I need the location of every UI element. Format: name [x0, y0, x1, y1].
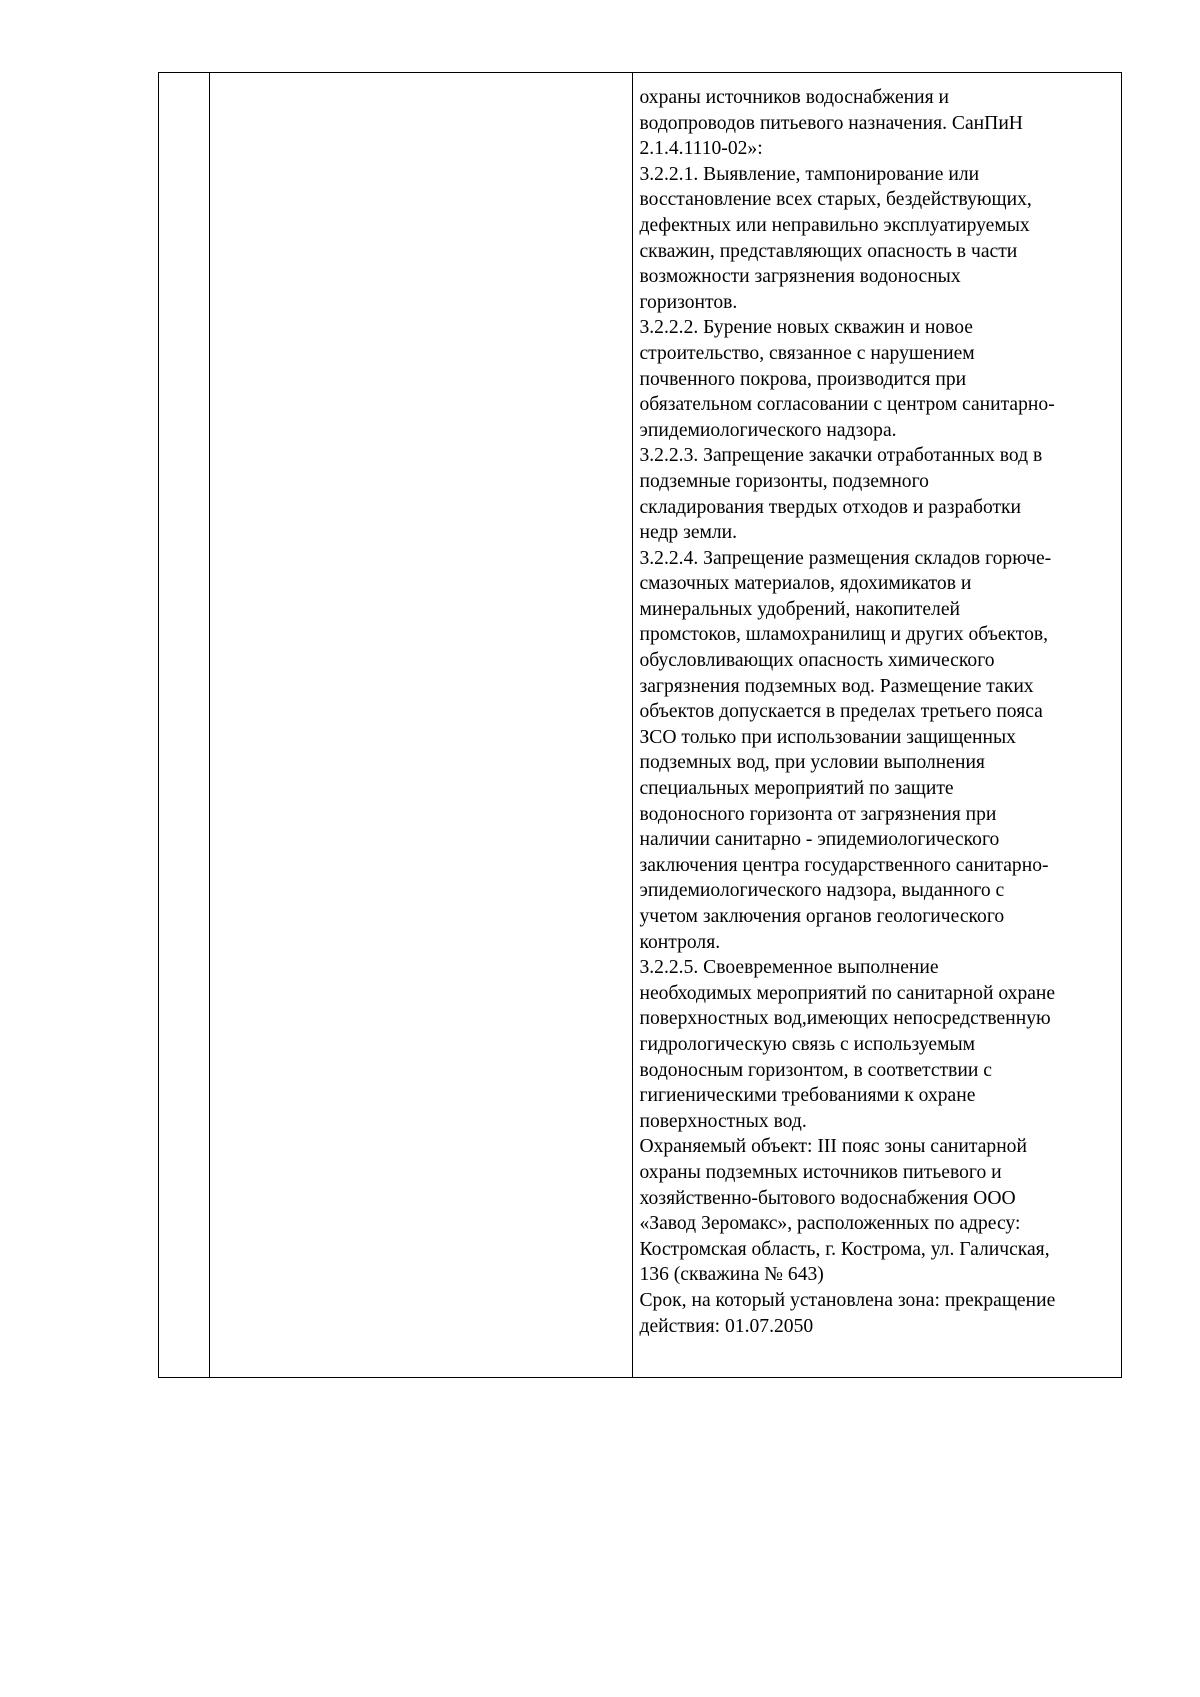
cell-text: охраны источников водоснабжения и водопроводов питьевого назначения. СанПиН 2.1.4.1110-02»: 3.2.2.1. Выявление, тампонирование или восстановление всех старых, бездействующих, дефектных или неправильно эксплуатируемых скважин, представляющих опасность в части возможности загрязнения водоносных горизонтов. 3.2.2.2. Бурение новых скважин и новое строительство, связанное с нарушением почвенного покрова, производится при обязательном согласовании с центром санитарно- эпидемиологического надзора. 3.2.2.3. Запрещение закачки отработанных вод в подземные горизонты, подземного складирования твердых отходов и разработки недр земли. 3.2.2.4. Запрещение размещения складов горюче- смазочных материалов, ядохимикатов и минеральных удобрений, накопителей промстоков, шламохранилищ и других объектов, обусловливающих опасность химического загрязнения подземных вод. Размещение таких объектов допускается в пределах третьего пояса ЗСО только при использовании защищенных подземных вод, при условии выполнения специальных мероприятий по защите водоносного горизонта от загрязнения при наличии санитарно - эпидемиологического заключения центра государственного санитарно- эпидемиологического надзора, выданного с учетом заключения органов геологического контроля. 3.2.2.5. Своевременное выполнение необходимых мероприятий по санитарной охране поверхностных вод,имеющих непосредственную гидрологическую связь с используемым водоносным горизонтом, в соответствии с гигиеническими требованиями к охране поверхностных вод. Охраняемый объект: III пояс зоны санитарной охраны подземных источников питьевого и хозяйственно-бытового водоснабжения ООО «Завод Зеромакс», расположенных по адресу: Костромская область, г. Кострома, ул. Галичская, 136 (скважина № 643) Срок, на который установлена зона: прекращение действия: 01.07.2050 [639, 87, 1056, 1337]
cell-text [159, 73, 209, 85]
table-cell-name [210, 73, 633, 1378]
table-cell-number [159, 73, 210, 1378]
document-table [158, 72, 1122, 1378]
cell-text [210, 73, 632, 85]
table-row [159, 73, 1122, 1378]
table-cell-description [633, 73, 1122, 1378]
